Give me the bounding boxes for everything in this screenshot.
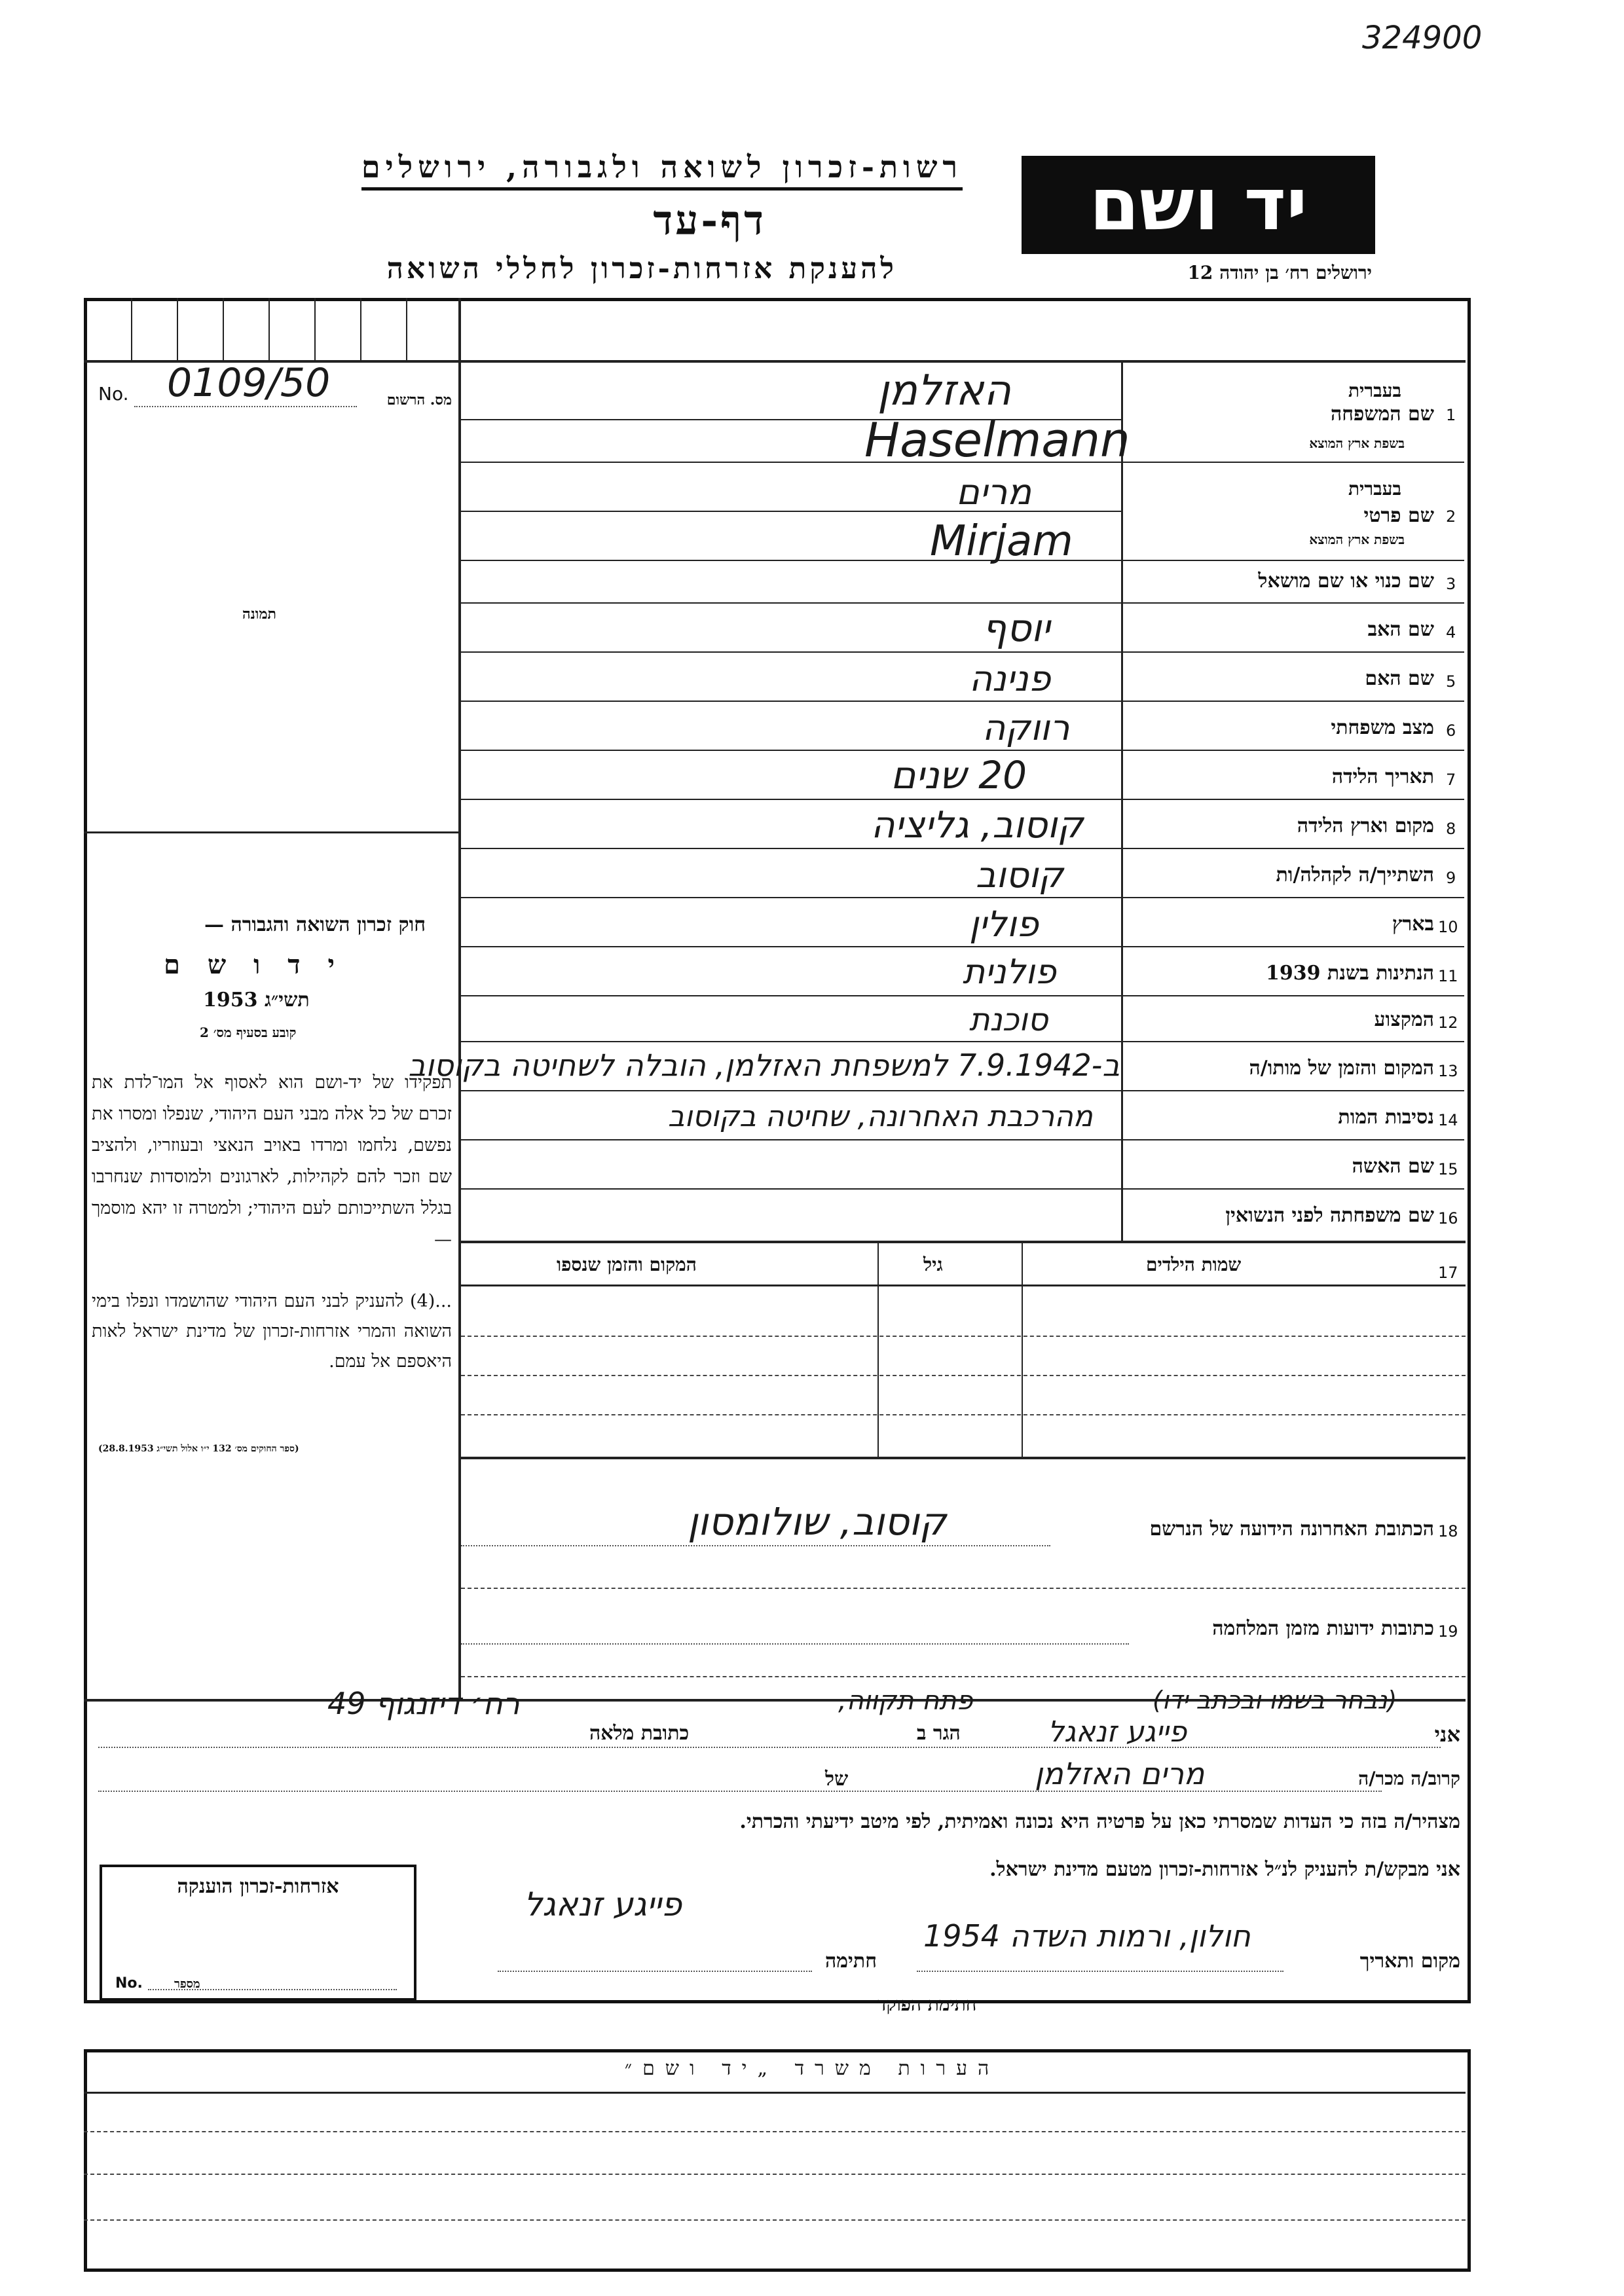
logo-address: ירושלים רח׳ בן יהודה 12: [1187, 262, 1372, 283]
address-value: רח׳ דיזנגוף 49: [327, 1686, 520, 1721]
field-6-value: רווקה: [982, 707, 1070, 748]
field-15-label: שם האשה: [1352, 1155, 1434, 1178]
field-12-number: 12: [1438, 1013, 1458, 1032]
signature-label: חתימה: [825, 1950, 877, 1973]
law-citation: (ספר החוקים מס׳ 132 י״ו אלול תשי״ג 28.8.1953): [98, 1444, 299, 1454]
law-paragraph-1: תפקידו של יד-ושם הוא לאסוף אל המו־לדת את זכרם של כל אלה מבני העם היהודי, שנפלו ומסרו את נפשם, נלחמו ומרדו באויב הנאצי ובעוזריו, ולהציב שם וזכר להם לקהילות, לארגונים ולמוסדות שנחרבו בגלל השתייכותם לעם היהודי; ולמטרה זו יהא מוסמך —: [92, 1072, 452, 1250]
field-1-number: 1: [1446, 406, 1456, 424]
declaration-ani: אני: [1434, 1722, 1460, 1747]
yad-vashem-logo: [1022, 156, 1375, 254]
children-col-names: שמות הילדים: [1146, 1254, 1242, 1275]
place-date-value: חולון, ורמות השדה 1954: [923, 1918, 1251, 1954]
law-paragraph-2: ...(4) להעניק לבני העם היהודי שהושמדו ונפלו בימי השואה והמרי אזרחות-זכרון של מדינת ישראל לאות היאספם אל עמם.: [92, 1291, 452, 1372]
law-title: חוק זכרון השואה והגבורה —: [204, 913, 426, 936]
declaration-request: אני מבקש/ת להעניק לנ״ל אזרחות-זכרון מטעם מדינת ישראל.: [989, 1858, 1460, 1881]
field-10-number: 10: [1438, 918, 1458, 936]
citizenship-title: אזרחות-זכרון הוענקה: [177, 1875, 339, 1898]
field-13-label: המקום והזמן של מותו/ה: [1249, 1057, 1434, 1080]
field-12-value: סוכנת: [969, 1002, 1048, 1038]
relation-label: קרוב/ה מכר/ה: [1358, 1768, 1460, 1789]
field-1-sub-hebrew: בעברית: [1348, 380, 1401, 401]
field-11-label: הנתינות בשנת 1939: [1265, 962, 1434, 985]
field-14-number: 14: [1438, 1111, 1458, 1129]
field-4-number: 4: [1446, 623, 1456, 642]
field-1-sub-foreign: בשפת ארץ המוצא: [1309, 435, 1405, 451]
field-2-sub-hebrew: בעברית: [1348, 478, 1401, 500]
field-6-label: מצב משפחתי: [1331, 716, 1434, 739]
field-9-number: 9: [1446, 869, 1456, 887]
authority-title: רשות-זכרון לשואה ולגבורה, ירושלים: [361, 149, 963, 191]
declarant-name: פייגע זנאגל: [1048, 1715, 1187, 1749]
field-14-label: נסיבות המות: [1338, 1106, 1434, 1129]
field-2-sub-foreign: בשפת ארץ המוצא: [1309, 532, 1405, 547]
form-title: דף-עד: [653, 196, 766, 244]
children-col-place: המקום והזמן שנספו: [557, 1254, 697, 1275]
field-10-value: פולין: [969, 903, 1039, 945]
law-clause: קובע בסעיף מס׳ 2: [200, 1025, 297, 1040]
field-2-value-hebrew: מרים: [956, 471, 1032, 513]
field-5-value: פנינה: [969, 658, 1051, 699]
archive-number: 324900: [1362, 20, 1483, 56]
field-11-number: 11: [1438, 967, 1458, 985]
field-9-label: השתייך/ה לקהלה/ות: [1276, 864, 1434, 886]
field-2-value-foreign: Mirjam: [930, 517, 1073, 566]
field-19-number: 19: [1438, 1622, 1458, 1641]
field-2-label: שם פרטי: [1363, 504, 1434, 527]
photo-label: תמונה: [242, 606, 276, 623]
field-11-value: פולנית: [963, 953, 1056, 992]
declarant-note: (נבחר בשמו ובכתב ידו): [1153, 1686, 1397, 1715]
address-label: כתובת מלאה: [589, 1722, 690, 1745]
lives-value: פתח תקווה,: [838, 1686, 973, 1716]
field-1-label: שם המשפחה: [1330, 403, 1434, 426]
field-5-label: שם האם: [1365, 667, 1434, 690]
field-15-number: 15: [1438, 1160, 1458, 1178]
citizenship-no-label: No.: [115, 1975, 143, 1992]
field-6-number: 6: [1446, 721, 1456, 740]
field-8-number: 8: [1446, 820, 1456, 838]
field-14-value: מהרכבת האחרונה, שחיטה בקוסוב: [668, 1100, 1093, 1133]
field-8-label: מקום וארץ הלידה: [1297, 814, 1434, 837]
registration-number: 0109/50: [167, 360, 331, 406]
field-9-value: קוסוב: [976, 854, 1063, 896]
registration-no-label: No.: [98, 383, 129, 405]
declaration-statement: מצהיר/ה בזה כי העדות שמסרתי כאן על פרטיה היא נכונה ואמיתית, לפי מיטב ידיעתי והכרתי.: [739, 1810, 1460, 1833]
children-col-age: גיל: [923, 1254, 943, 1275]
place-date-label: מקום ותאריך: [1359, 1950, 1460, 1973]
relation-value: מרים האזלמן: [1035, 1756, 1205, 1791]
citizenship-num-label: מספר: [174, 1977, 200, 1991]
law-year: תשי״ג 1953: [203, 989, 310, 1011]
field-3-number: 3: [1446, 575, 1456, 593]
relation-shel: של: [825, 1768, 849, 1791]
field-2-number: 2: [1446, 507, 1456, 526]
field-12-label: המקצוע: [1374, 1008, 1434, 1031]
law-name: י ד ו ש ם: [164, 949, 344, 980]
field-7-label: תאריך הלידה: [1331, 765, 1434, 788]
field-18-value: קוסוב, שולומסון: [688, 1499, 947, 1544]
field-4-value: יוסף: [982, 606, 1050, 650]
lives-label: הגר ב: [917, 1722, 961, 1745]
office-notes-title: הערות משרד „יד ושם״: [624, 2057, 1000, 2080]
bottom-notes-frame: [84, 2049, 1471, 2272]
field-18-number: 18: [1438, 1522, 1458, 1540]
field-10-label: בארץ: [1392, 913, 1434, 936]
field-3-label: שם כנוי או שם מושאל: [1258, 570, 1434, 592]
field-19-label: כתובות ידועות מזמן המלחמה: [1212, 1617, 1434, 1640]
field-8-value: קוסוב, גליציה: [871, 804, 1084, 847]
citizenship-box: [100, 1865, 416, 2001]
field-1-value-foreign: Haselmann: [864, 412, 1130, 467]
field-1-value-hebrew: האזלמן: [877, 367, 1012, 415]
officer-signature-label: חתימת הפוקד: [877, 1994, 977, 2015]
field-13-number: 13: [1438, 1062, 1458, 1080]
logo-text: יד ושם: [1089, 162, 1308, 246]
field-16-number: 16: [1438, 1209, 1458, 1228]
field-17-number: 17: [1438, 1264, 1458, 1282]
field-4-label: שם האב: [1367, 618, 1434, 641]
form-subtitle: להענקת אזרחות-זכרון לחללי השואה: [386, 252, 897, 285]
field-5-number: 5: [1446, 672, 1456, 691]
field-13-value: ב-7.9.1942 למשפחת האזלמן, הובלה לשחיטה בקוסוב: [408, 1048, 1120, 1083]
registration-label: מס. הרשום: [386, 392, 452, 409]
field-7-number: 7: [1446, 771, 1456, 789]
field-18-label: הכתובת האחרונה הידועה של הנרשם: [1149, 1518, 1434, 1540]
signature-value: פייגע זנאגל: [524, 1886, 682, 1923]
field-7-value: 20 שנים: [891, 753, 1027, 797]
field-16-label: שם משפחתה לפני הנשואין: [1225, 1204, 1434, 1227]
